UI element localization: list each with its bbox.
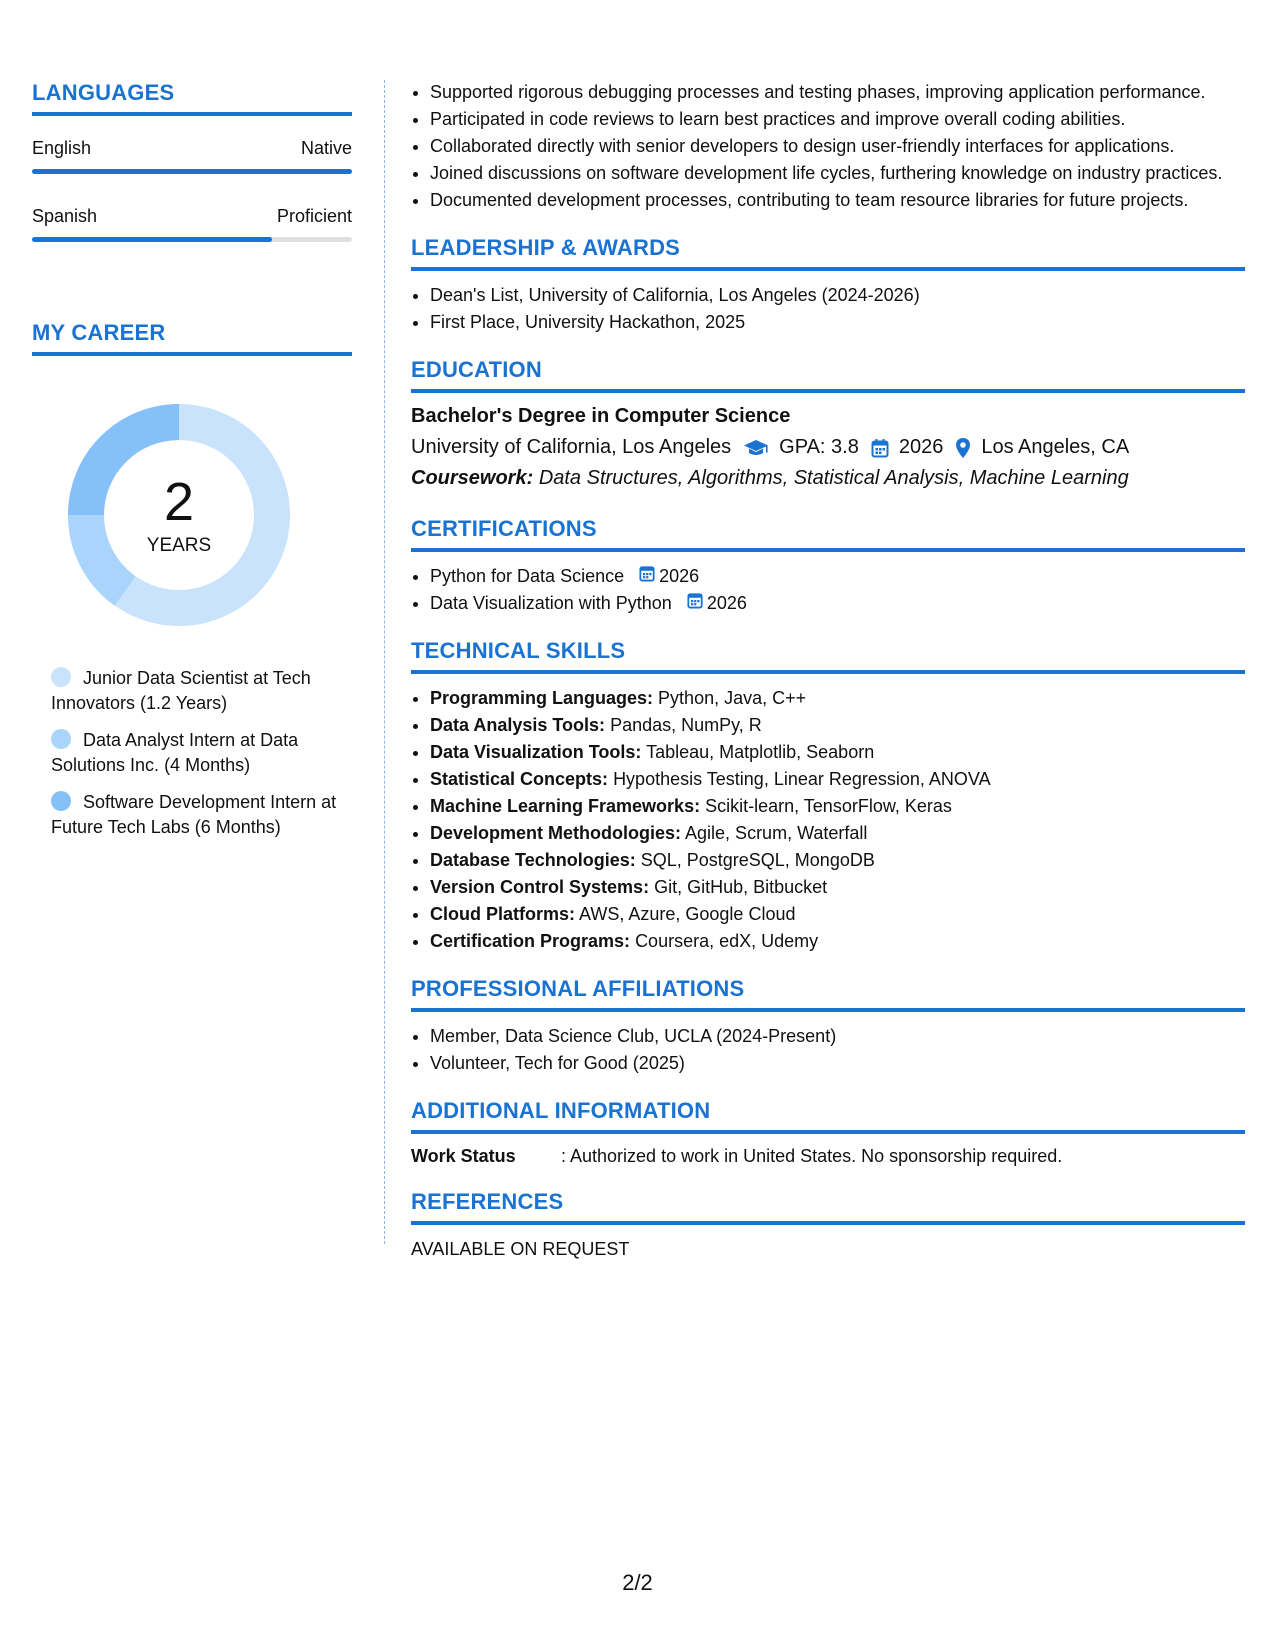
list-item	[430, 902, 1245, 927]
list-item	[430, 713, 1245, 738]
certifications-title: CERTIFICATIONS	[411, 516, 1245, 552]
cert-name: Python for Data Science	[430, 566, 625, 586]
gpa: GPA: 3.8	[779, 436, 859, 458]
list-item: • Volunteer, Tech for Good (2025)	[430, 1051, 1245, 1076]
skill-label: Data Visualization Tools:	[430, 742, 642, 762]
education-details	[411, 436, 1245, 459]
career-total-years: 2	[163, 472, 195, 532]
language-proficiency-bar	[32, 169, 352, 174]
references-title: REFERENCES	[411, 1189, 1245, 1225]
skill-label: Cloud Platforms:	[430, 904, 576, 924]
work-status-value: : Authorized to work in United States. No sponsorship required.	[561, 1146, 1063, 1166]
coursework	[411, 467, 1245, 490]
location: Los Angeles, CA	[981, 436, 1130, 458]
education-section	[411, 357, 1245, 490]
skills-title: TECHNICAL SKILLS	[411, 638, 1245, 674]
list-item	[430, 740, 1245, 765]
skills-section	[411, 638, 1245, 954]
cert-name: Data Visualization with Python	[430, 593, 672, 613]
skill-value: Pandas, NumPy, R	[610, 715, 762, 735]
references-text: AVAILABLE ON REQUEST	[411, 1239, 630, 1259]
skill-value: Agile, Scrum, Waterfall	[685, 823, 868, 843]
list-item: • Dean's List, University of California, Los Angeles (2024-2026)	[430, 283, 1245, 308]
list-item: • Documented development processes, contributing to team resource libraries for future projects.	[430, 188, 1245, 213]
list-item	[430, 794, 1245, 819]
language-level: Proficient	[276, 206, 352, 226]
list-item	[430, 875, 1245, 900]
coursework-label: Coursework:	[411, 467, 534, 489]
calendar-icon	[639, 564, 659, 589]
legend-item	[51, 728, 352, 778]
skill-label: Database Technologies:	[430, 850, 636, 870]
list-item	[430, 767, 1245, 792]
language-item	[32, 206, 352, 242]
career-total-unit: YEARS	[146, 535, 212, 556]
career-title: MY CAREER	[32, 320, 352, 356]
donut-center	[64, 400, 294, 630]
list-item	[430, 821, 1245, 846]
cert-year: 2026	[659, 566, 700, 586]
skill-value: Python, Java, C++	[658, 688, 807, 708]
language-level: Native	[300, 138, 352, 158]
language-proficiency-fill	[32, 237, 272, 242]
language-proficiency-bar	[32, 237, 352, 242]
skill-value: Tableau, Matplotlib, Seaborn	[646, 742, 875, 762]
list-item: • Supported rigorous debugging processes and testing phases, improving application performance.	[430, 80, 1245, 105]
certifications-section	[411, 516, 1245, 616]
skill-value: Coursera, edX, Udemy	[635, 931, 819, 951]
legend-dot	[51, 667, 71, 687]
work-status-row	[411, 1146, 1245, 1167]
list-item	[430, 929, 1245, 954]
calendar-icon	[871, 438, 889, 458]
calendar-icon	[687, 591, 707, 616]
language-name: Spanish	[32, 206, 98, 226]
language-item	[32, 138, 352, 174]
language-name: English	[32, 138, 92, 158]
skill-value: SQL, PostgreSQL, MongoDB	[640, 850, 875, 870]
legend-dot	[51, 791, 71, 811]
skill-label: Machine Learning Frameworks:	[430, 796, 701, 816]
list-item	[430, 848, 1245, 873]
legend-label: Software Development Intern at Future Tech Labs (6 Months)	[51, 792, 337, 837]
skill-label: Data Analysis Tools:	[430, 715, 606, 735]
affiliations-title: PROFESSIONAL AFFILIATIONS	[411, 976, 1245, 1012]
career-section	[32, 320, 352, 840]
additional-section	[411, 1098, 1245, 1167]
list-item: • Participated in code reviews to learn best practices and improve overall coding abilities.	[430, 107, 1245, 132]
leadership-section	[411, 235, 1245, 335]
list-item: • Collaborated directly with senior developers to design user-friendly interfaces for applications.	[430, 134, 1245, 159]
page-number: 2/2	[622, 1570, 653, 1595]
skill-label: Development Methodologies:	[430, 823, 682, 843]
list-item: • First Place, University Hackathon, 2025	[430, 310, 1245, 335]
experience-bullets	[411, 80, 1245, 213]
legend-dot	[51, 729, 71, 749]
legend-label: Data Analyst Intern at Data Solutions Inc. (4 Months)	[51, 730, 299, 775]
skill-value: AWS, Azure, Google Cloud	[579, 904, 796, 924]
graduation-cap-icon	[743, 438, 769, 458]
skill-value: Scikit-learn, TensorFlow, Keras	[705, 796, 952, 816]
school: University of California, Los Angeles	[411, 436, 732, 458]
degree: Bachelor's Degree in Computer Science	[411, 405, 791, 427]
legend-item	[51, 666, 352, 716]
additional-title: ADDITIONAL INFORMATION	[411, 1098, 1245, 1134]
languages-title: LANGUAGES	[32, 80, 352, 116]
cert-year: 2026	[706, 593, 747, 613]
skill-value: Hypothesis Testing, Linear Regression, ANOVA	[613, 769, 991, 789]
location-pin-icon	[955, 437, 971, 459]
legend-label: Junior Data Scientist at Tech Innovators (1.2 Years)	[51, 668, 311, 713]
skill-label: Statistical Concepts:	[430, 769, 609, 789]
list-item	[430, 591, 1245, 616]
cert-date	[639, 564, 699, 589]
left-column	[32, 80, 352, 852]
column-divider	[384, 80, 385, 1244]
list-item: • Joined discussions on software development life cycles, furthering knowledge on industry practices.	[430, 161, 1245, 186]
right-column	[411, 80, 1245, 1260]
references-section	[411, 1189, 1245, 1260]
legend-item	[51, 790, 352, 840]
list-item	[430, 686, 1245, 711]
affiliations-section	[411, 976, 1245, 1076]
skill-label: Certification Programs:	[430, 931, 631, 951]
list-item	[430, 564, 1245, 589]
language-proficiency-fill	[32, 169, 352, 174]
list-item: • Member, Data Science Club, UCLA (2024-Present)	[430, 1024, 1245, 1049]
graduation-year: 2026	[898, 436, 944, 458]
leadership-title: LEADERSHIP & AWARDS	[411, 235, 1245, 271]
career-legend	[32, 666, 352, 840]
skill-label: Programming Languages:	[430, 688, 654, 708]
work-status-label: Work Status	[411, 1146, 516, 1166]
skill-label: Version Control Systems:	[430, 877, 650, 897]
skill-value: Git, GitHub, Bitbucket	[654, 877, 828, 897]
education-title: EDUCATION	[411, 357, 1245, 393]
career-donut-chart	[64, 400, 294, 630]
coursework-list: Data Structures, Algorithms, Statistical Analysis, Machine Learning	[538, 467, 1129, 489]
cert-date	[687, 591, 747, 616]
